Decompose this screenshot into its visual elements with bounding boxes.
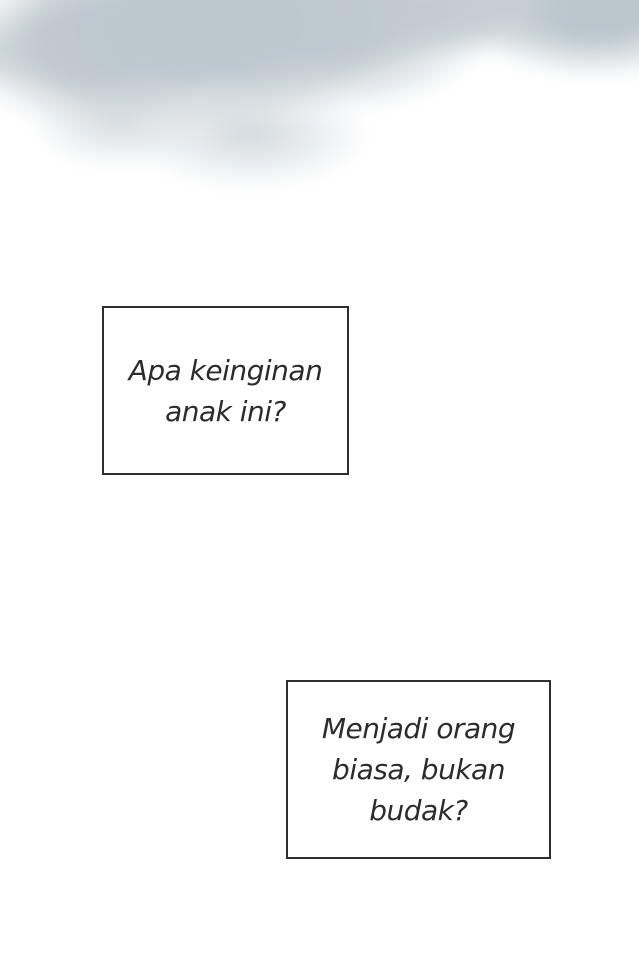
dialogue-box-2-line-3: budak? (369, 794, 468, 827)
dialogue-box-1 (102, 306, 349, 475)
dialogue-box-1-line-2: anak ini? (165, 394, 286, 428)
dialogue-box-2 (286, 680, 551, 859)
dialogue-box-2-line-2: biasa, bukan (332, 753, 505, 786)
dialogue-box-1-line-1: Apa keinginan (128, 353, 323, 387)
dialogue-box-2-line-1: Menjadi orang (321, 712, 516, 745)
smoke-cloud (0, 0, 639, 240)
